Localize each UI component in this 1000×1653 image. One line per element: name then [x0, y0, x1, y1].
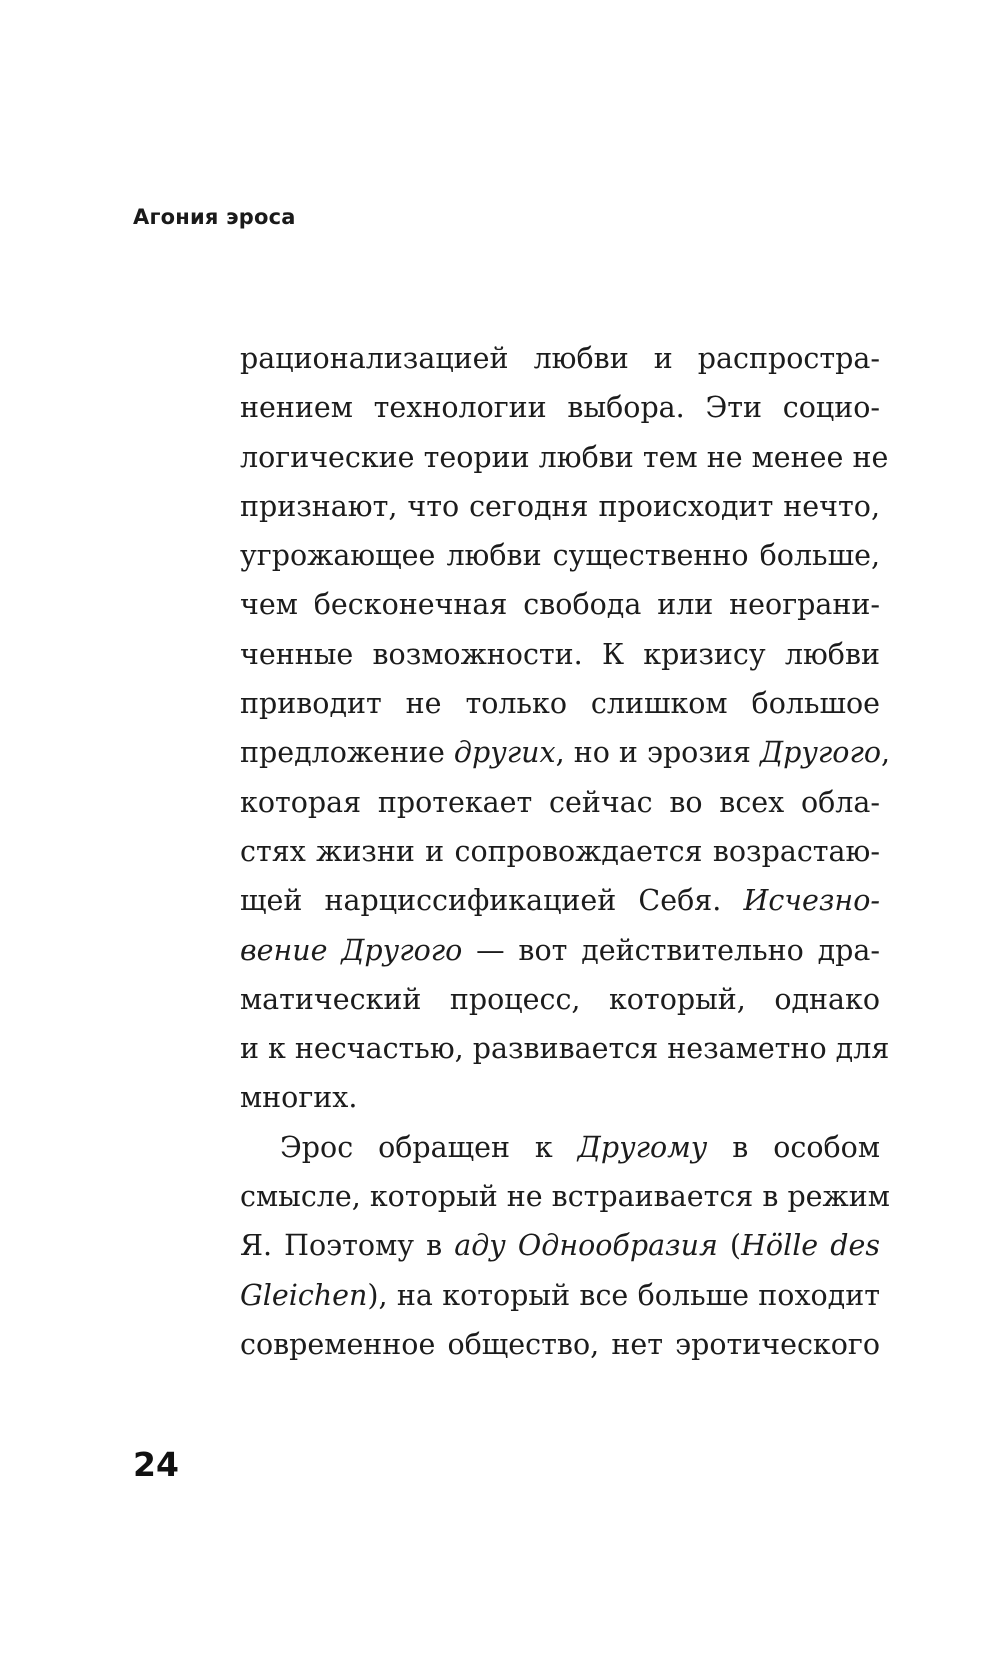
text-line: смысле, который не встраивается в режим	[240, 1180, 890, 1214]
text-run: , но и эрозия	[555, 736, 760, 770]
italic-run: других	[453, 736, 556, 770]
text-line: ченные возможности. К кризису любви	[240, 637, 880, 671]
text-line: чем бесконечная свобода или неограни-	[240, 588, 880, 622]
running-head: Агония эроса	[133, 205, 296, 229]
text-run: предложение	[240, 736, 454, 770]
text-line: матический процесс, который, однако	[240, 982, 880, 1016]
text-line	[240, 926, 880, 975]
text-line: современное общество, нет эротического	[240, 1327, 880, 1361]
text-line: и к несчастью, развивается незаметно для	[240, 1032, 890, 1066]
text-run: Эрос обращен к	[280, 1130, 578, 1164]
text-line	[240, 1123, 880, 1172]
text-run: в особом	[707, 1130, 880, 1164]
text-line: нением технологии выбора. Эти социо-	[240, 391, 880, 425]
text-run: Я. Поэтому в	[240, 1229, 455, 1263]
italic-run: Другому	[577, 1130, 708, 1164]
text-line: приводит не только слишком большое	[240, 687, 880, 721]
paragraph-2	[240, 1123, 890, 1369]
text-run: (	[717, 1229, 742, 1263]
text-line	[240, 1221, 880, 1270]
italic-run: Hölle des	[741, 1229, 880, 1263]
text-line	[240, 876, 880, 925]
text-line	[240, 728, 891, 777]
italic-run: Другого	[759, 736, 882, 770]
italic-run: вение Другого	[240, 933, 463, 967]
body-text	[240, 334, 891, 1369]
text-run: ,	[881, 736, 891, 770]
page-number: 24	[133, 1445, 179, 1484]
paragraph-1	[240, 334, 891, 1123]
italic-run: Исчезно-	[743, 884, 880, 918]
text-line: угрожающее любви существенно больше,	[240, 539, 880, 573]
italic-run: Gleichen	[240, 1278, 368, 1312]
text-line: признают, что сегодня происходит нечто,	[240, 489, 880, 523]
italic-run: аду Однообразия	[454, 1229, 718, 1263]
text-line: рационализацией любви и распростра-	[240, 342, 880, 375]
text-line: многих.	[240, 1081, 358, 1115]
text-run: ), на который все больше походит	[367, 1278, 880, 1312]
text-line: логические теории любви тем не менее не	[240, 440, 889, 474]
text-line: которая протекает сейчас во всех обла-	[240, 785, 880, 819]
text-run: щей нарциссификацией Себя.	[240, 884, 744, 918]
text-line	[240, 1271, 880, 1320]
text-line: стях жизни и сопровождается возрастаю-	[240, 834, 880, 868]
text-run: — вот действительно дра-	[462, 933, 880, 967]
